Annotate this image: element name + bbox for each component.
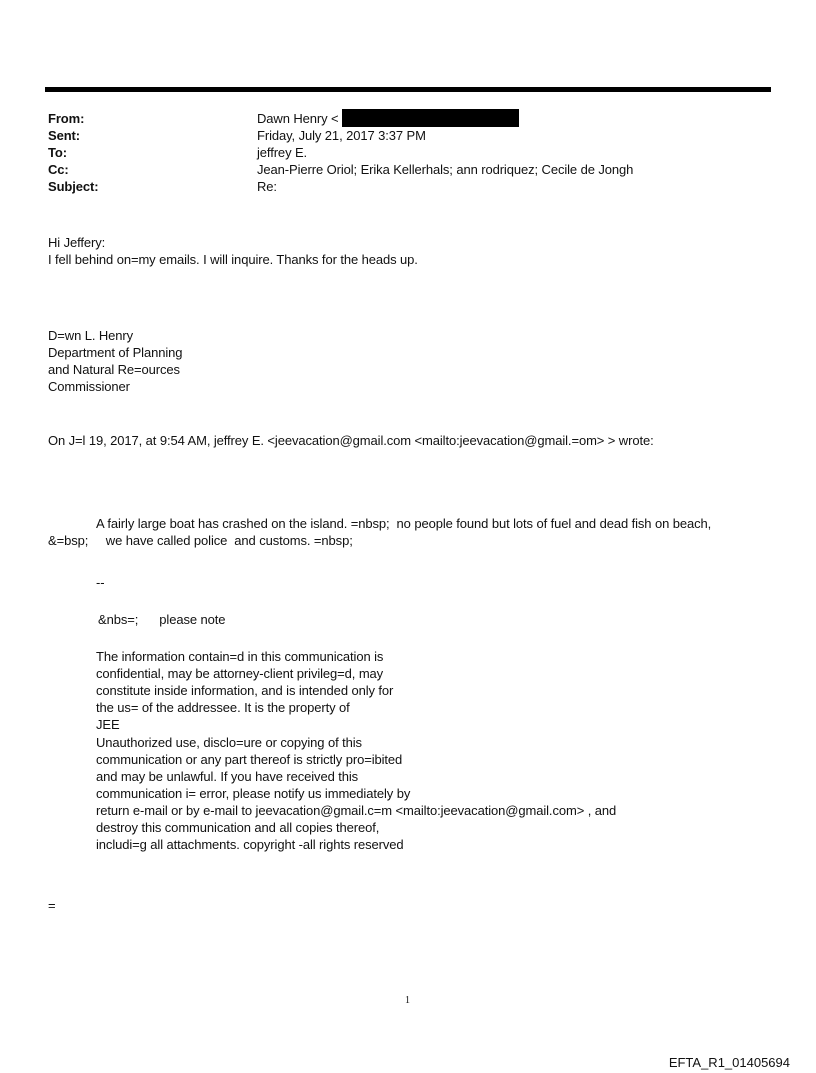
disclaimer-line: constitute inside information, and is intended only for bbox=[96, 683, 394, 699]
separator-dashes: -- bbox=[96, 575, 105, 590]
quoted-line: A fairly large boat has crashed on the island. =nbsp; no people found but lots of fuel and dead fish on beach, bbox=[96, 516, 712, 531]
header-rule bbox=[45, 87, 771, 92]
disclaimer-line: communication or any part thereof is strictly pro=ibited bbox=[96, 751, 403, 767]
signature-line: Department of Planning bbox=[48, 345, 183, 360]
sent-label: Sent: bbox=[48, 128, 81, 143]
page-number: 1 bbox=[405, 995, 410, 1006]
from-value: Dawn Henry < bbox=[257, 110, 339, 126]
disclaimer-line: return e-mail or by e-mail to jeevacation@gmail.c=m <mailto:jeevacation@gmail.com> , and bbox=[96, 802, 617, 818]
subject-label: Subject: bbox=[48, 179, 99, 194]
signature-line: D=wn L. Henry bbox=[48, 328, 134, 343]
message: I fell behind on=my emails. I will inquire. Thanks for the heads up. bbox=[48, 252, 418, 267]
signature-line: Commissioner bbox=[48, 379, 130, 394]
from-row bbox=[257, 109, 519, 127]
redaction-box bbox=[342, 109, 519, 127]
cc-label: Cc: bbox=[48, 162, 69, 177]
disclaimer-line: The information contain=d in this communication is bbox=[96, 649, 384, 664]
please-note: &nbs=; please note bbox=[98, 612, 226, 627]
from-label: From: bbox=[48, 111, 85, 126]
disclaimer-line: the us= of the addressee. It is the property of bbox=[96, 700, 350, 716]
trailing-char: = bbox=[48, 898, 56, 913]
subject-value: Re: bbox=[257, 179, 277, 194]
disclaimer-line: confidential, may be attorney-client privileg=d, may bbox=[96, 666, 384, 682]
to-value: jeffrey E. bbox=[257, 145, 308, 160]
document-id: EFTA_R1_01405694 bbox=[668, 1055, 790, 1070]
to-label: To: bbox=[48, 145, 67, 160]
cc-value: Jean-Pierre Oriol; Erika Kellerhals; ann rodriquez; Cecile de Jongh bbox=[257, 162, 634, 177]
quoted-line: &=bsp; we have called police and customs. =nbsp; bbox=[48, 533, 353, 548]
disclaimer-line: JEE bbox=[96, 717, 120, 733]
disclaimer-line: includi=g all attachments. copyright -all rights reserved bbox=[96, 837, 404, 853]
disclaimer-line: communication i= error, please notify us immediately by bbox=[96, 785, 411, 801]
sent-value: Friday, July 21, 2017 3:37 PM bbox=[257, 128, 426, 143]
greeting: Hi Jeffery: bbox=[48, 235, 106, 250]
disclaimer-line: Unauthorized use, disclo=ure or copying of this bbox=[96, 734, 362, 750]
signature-line: and Natural Re=ources bbox=[48, 362, 180, 377]
quote-header: On J=l 19, 2017, at 9:54 AM, jeffrey E. <jeevacation@gmail.com <mailto:jeevacation@gmail.=om> > wrote: bbox=[48, 433, 654, 448]
disclaimer-line: and may be unlawful. If you have received this bbox=[96, 768, 359, 784]
disclaimer-line: destroy this communication and all copies thereof, bbox=[96, 820, 380, 835]
